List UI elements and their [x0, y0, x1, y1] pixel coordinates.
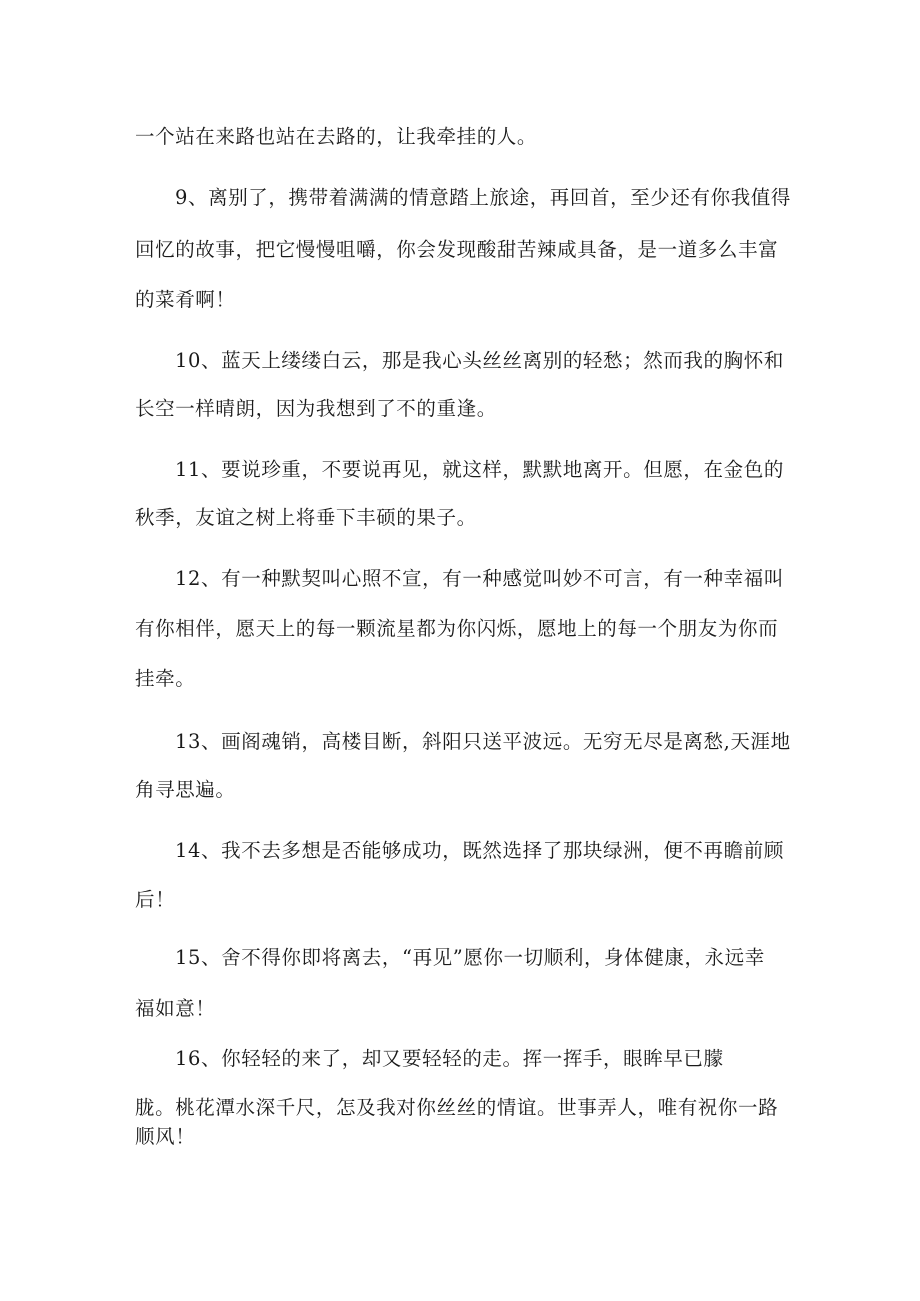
- paragraph-12-line-1: 12、有一种默契叫心照不宣，有一种感觉叫妙不可言，有一种幸福叫: [175, 567, 784, 590]
- paragraph-13-line-2: 角寻思遍。: [135, 778, 236, 801]
- paragraph-11-line-1: 11、要说珍重，不要说再见，就这样，默默地离开。但愿，在金色的: [175, 458, 784, 481]
- paragraph-16-line-1: 16、你轻轻的来了，却又要轻轻的走。挥一挥手，眼眸早已朦: [175, 1047, 724, 1070]
- paragraph-9-line-1: 9、离别了，携带着满满的情意踏上旅途，再回首，至少还有你我值得: [175, 186, 792, 209]
- paragraph-9-line-3: 的菜肴啊！: [135, 288, 236, 311]
- paragraph-16-line-2: 胧。桃花潭水深千尺，怎及我对你丝丝的情谊。世事弄人，唯有祝你一路: [135, 1096, 779, 1119]
- paragraph-12-line-3: 挂牵。: [135, 667, 196, 690]
- paragraph-14-line-1: 14、我不去多想是否能够成功，既然选择了那块绿洲，便不再瞻前顾: [175, 839, 784, 862]
- paragraph-11-line-2: 秋季，友谊之树上将垂下丰硕的果子。: [135, 506, 477, 529]
- paragraph-12-line-2: 有你相伴，愿天上的每一颗流星都为你闪烁，愿地上的每一个朋友为你而: [135, 617, 779, 640]
- paragraph-9-line-2: 回忆的故事，把它慢慢咀嚼，你会发现酸甜苦辣咸具备，是一道多么丰富: [135, 238, 779, 261]
- paragraph-14-line-2: 后！: [135, 888, 176, 911]
- paragraph-16-line-3: 顺风！: [135, 1125, 196, 1148]
- paragraph-13-line-1: 13、画阁魂销，高楼目断，斜阳只送平波远。无穷无尽是离愁,天涯地: [175, 730, 791, 753]
- paragraph-15-line-2: 福如意！: [135, 997, 216, 1020]
- text-line: 一个站在来路也站在去路的，让我牵挂的人。: [135, 125, 538, 148]
- paragraph-10-line-1: 10、蓝天上缕缕白云，那是我心头丝丝离别的轻愁；然而我的胸怀和: [175, 349, 784, 372]
- paragraph-15-line-1: 15、舍不得你即将离去，“再见”愿你一切顺利，身体健康，永远幸: [175, 946, 765, 969]
- paragraph-10-line-2: 长空一样晴朗，因为我想到了不的重逢。: [135, 397, 497, 420]
